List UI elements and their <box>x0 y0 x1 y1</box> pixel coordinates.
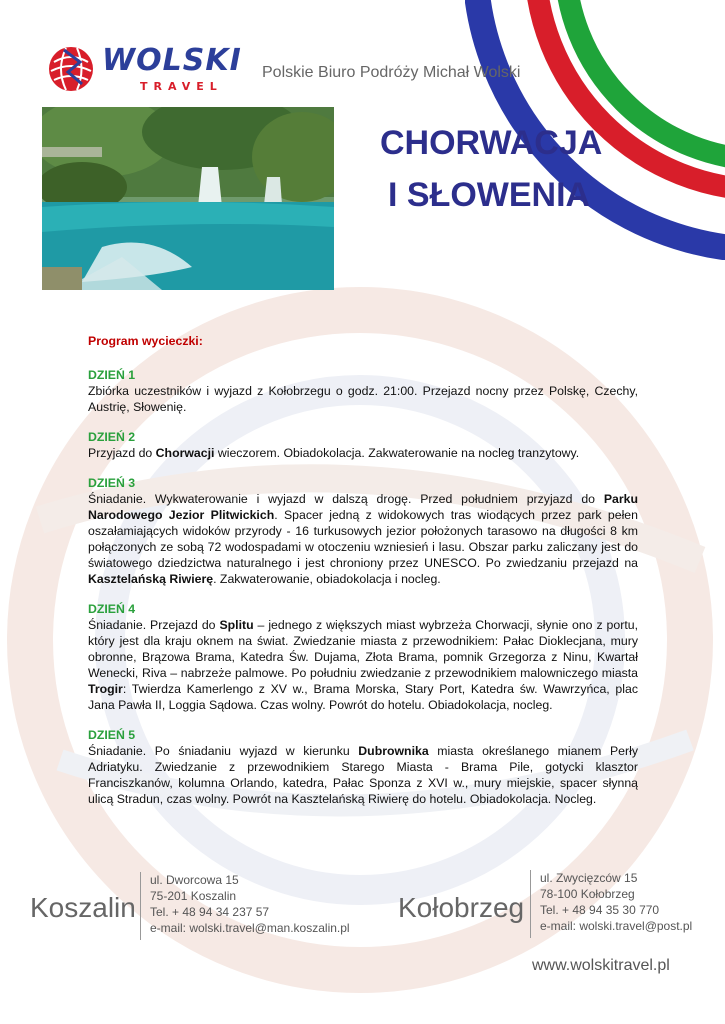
logo-subtitle: TRAVEL <box>140 80 223 93</box>
text-segment: . Spacer jedną z widokowych tras wiodących przez park pełen oszałamiających widoków przyrody - 16 turkusowych jezior położonych tarasowo na długości 8 km połączonych ze sobą 72 wodospadami w otoczeniu wzniesień i lasu. Obszar parku zaliczany jest do światowego dziedzictwa naturalnego i jest chroniony przez UNESCO. Po zwiedzaniu przejazd na <box>88 508 638 570</box>
footer <box>0 860 725 1020</box>
address-line: 75-201 Koszalin <box>150 889 237 903</box>
day-heading: DZIEŃ 4 <box>88 602 136 616</box>
phone-line: Tel. + 48 94 34 237 57 <box>150 905 270 919</box>
office-address-kolobrzeg <box>540 870 692 934</box>
text-segment: Śniadanie. Przejazd do <box>88 618 220 632</box>
program-heading: Program wycieczki: <box>88 334 203 348</box>
highlighted-place: Trogir <box>88 682 123 696</box>
text-segment: Przyjazd do <box>88 446 156 460</box>
day-description <box>88 617 638 713</box>
day-heading: DZIEŃ 3 <box>88 476 136 490</box>
footer-divider <box>530 870 531 938</box>
highlighted-place: Chorwacji <box>155 446 215 460</box>
highlighted-place: Splitu <box>219 618 254 632</box>
title-line-2: I SŁOWENIA <box>388 176 591 214</box>
address-line: ul. Zwycięzców 15 <box>540 871 638 885</box>
text-segment: : Twierdza Kamerlengo z XV w., Brama Morska, Stary Port, Katedra św. Wawrzyńca, plac Jana Pawła II, Loggia Sądowa. Czas wolny. Powrót do hotelu. Obiadokolacja, nocleg. <box>88 682 638 712</box>
office-city-koszalin: Koszalin <box>30 892 136 923</box>
company-tagline: Polskie Biuro Podróży Michał Wolski <box>262 64 521 81</box>
globe-logo-icon <box>46 44 96 94</box>
wolski-travel-logo <box>46 40 246 104</box>
office-address-koszalin <box>150 872 350 936</box>
text-segment: miasta określanego mianem Perły Adriatyku. Zwiedzanie z przewodnikiem Starego Miasta - Brama Pile, gotycki klasztor Franciszkanów, kolumna Orlando, katedra, Pałac Sponza z XVI w., mury miejskie, spacer słynną ulicą Stradun, czas wolny. Powrót na Kasztelańską Riwierę do hotelu. Obiadokolacja. Nocleg. <box>88 744 638 806</box>
day-heading: DZIEŃ 5 <box>88 728 136 742</box>
text-segment: wieczorem. Obiadokolacja. Zakwaterowanie na nocleg tranzytowy. <box>214 446 580 460</box>
day-description <box>88 491 638 587</box>
phone-line: Tel. + 48 94 35 30 770 <box>540 903 660 917</box>
day-description <box>88 445 638 461</box>
address-line: 78-100 Kołobrzeg <box>540 887 635 901</box>
footer-divider <box>140 872 141 940</box>
day-description <box>88 743 638 807</box>
title-line-1: CHORWACJA <box>380 124 603 162</box>
waterfall-photo <box>42 107 334 290</box>
office-city-kolobrzeg: Kołobrzeg <box>398 892 525 923</box>
highlighted-place: Parku Narodowego Jezior Plitwickich <box>88 492 638 522</box>
highlighted-place: Kasztelańską Riwierę <box>88 572 214 586</box>
text-segment: – jednego z większych miast wybrzeża Chorwacji, słynie ono z portu, który jest dla kraju oknem na świat. Zwiedzanie miasta z przewodnikiem: Pałac Dioklecjana, mury obronne, Brązowa Brama, Katedra Św. Dujama, Złota Brama, pomnik Grzegorza z Ninu, Kwartał Wenecki, Riva – nabrzeże palmowe. Po południu zwiedzanie z przewodnikiem malowniczego miasta <box>88 618 638 680</box>
day-heading: DZIEŃ 2 <box>88 430 136 444</box>
text-segment: Śniadanie. Po śniadaniu wyjazd w kierunku <box>88 744 359 758</box>
page-title <box>380 117 602 221</box>
text-segment: Śniadanie. Wykwaterowanie i wyjazd w dalszą drogę. Przed południem przyjazd do <box>88 492 604 506</box>
program-days <box>88 367 638 807</box>
website-link[interactable]: www.wolskitravel.pl <box>532 957 670 974</box>
day-heading: DZIEŃ 1 <box>88 368 136 382</box>
text-segment: . Zakwaterowanie, obiadokolacja i nocleg. <box>213 572 441 586</box>
trip-program <box>88 333 638 821</box>
logo-wordmark: WOLSKI <box>102 43 242 78</box>
day-description <box>88 383 638 415</box>
email-line: e-mail: wolski.travel@man.koszalin.pl <box>150 921 350 935</box>
email-line: e-mail: wolski.travel@post.pl <box>540 919 693 933</box>
text-segment: Zbiórka uczestników i wyjazd z Kołobrzegu o godz. 21:00. Przejazd nocny przez Polskę, Czechy, Austrię, Słowenię. <box>88 384 638 414</box>
highlighted-place: Dubrownika <box>358 744 429 758</box>
address-line: ul. Dworcowa 15 <box>150 873 239 887</box>
